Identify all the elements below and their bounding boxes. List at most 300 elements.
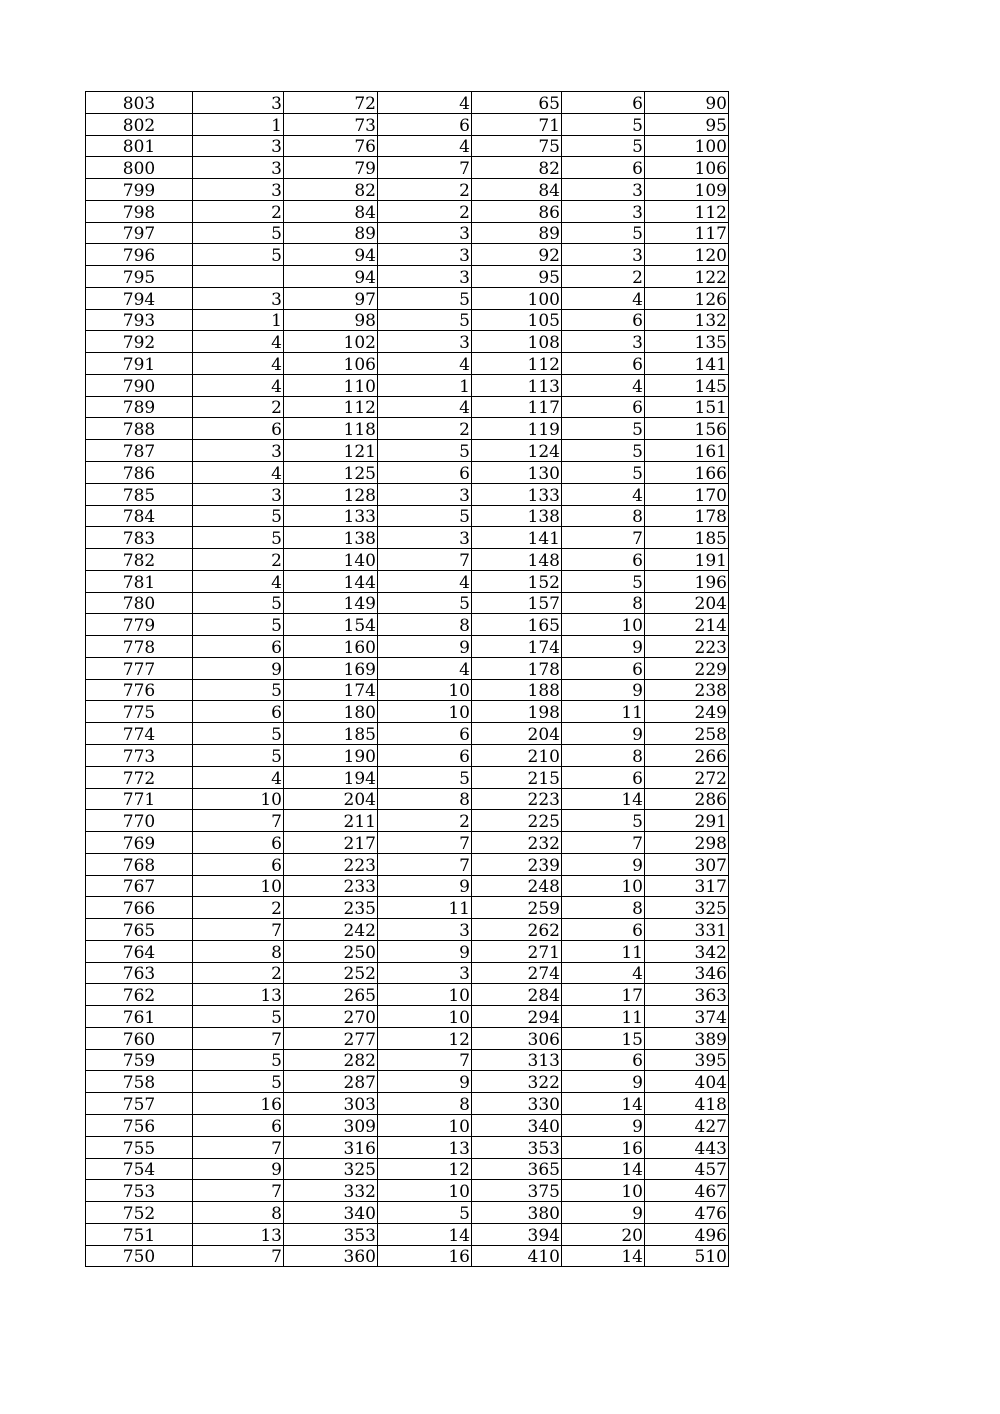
count-cell: 223 [645, 636, 729, 658]
count-cell: 6 [562, 309, 645, 331]
count-cell: 10 [378, 1180, 472, 1202]
count-cell: 135 [645, 331, 729, 353]
count-cell: 340 [284, 1202, 378, 1224]
count-cell: 3 [378, 527, 472, 549]
count-cell: 274 [472, 962, 562, 984]
count-cell: 3 [378, 331, 472, 353]
count-cell: 7 [193, 1136, 284, 1158]
count-cell: 10 [562, 1180, 645, 1202]
count-cell: 11 [378, 897, 472, 919]
count-cell: 6 [562, 1049, 645, 1071]
count-cell: 5 [562, 418, 645, 440]
count-cell: 5 [378, 309, 472, 331]
score-cell: 757 [86, 1093, 193, 1115]
count-cell: 14 [562, 1158, 645, 1180]
count-cell: 331 [645, 919, 729, 941]
count-cell: 169 [284, 657, 378, 679]
count-cell: 9 [562, 1071, 645, 1093]
count-cell: 5 [562, 113, 645, 135]
count-cell: 7 [378, 549, 472, 571]
count-cell: 154 [284, 614, 378, 636]
count-cell: 138 [472, 505, 562, 527]
table-row [86, 549, 729, 571]
count-cell: 4 [378, 396, 472, 418]
count-cell: 4 [378, 135, 472, 157]
count-cell: 161 [645, 440, 729, 462]
count-cell: 353 [284, 1223, 378, 1245]
count-cell: 9 [378, 940, 472, 962]
count-cell: 1 [193, 309, 284, 331]
count-cell: 443 [645, 1136, 729, 1158]
count-cell: 72 [284, 92, 378, 114]
score-cell: 794 [86, 287, 193, 309]
count-cell: 4 [193, 353, 284, 375]
score-cell: 777 [86, 657, 193, 679]
count-cell: 346 [645, 962, 729, 984]
score-cell: 790 [86, 374, 193, 396]
table-row [86, 570, 729, 592]
score-cell: 778 [86, 636, 193, 658]
count-cell: 15 [562, 1027, 645, 1049]
count-cell: 3 [193, 179, 284, 201]
table-row [86, 527, 729, 549]
table-row [86, 287, 729, 309]
count-cell: 223 [472, 788, 562, 810]
count-cell: 198 [472, 701, 562, 723]
count-cell: 185 [645, 527, 729, 549]
count-cell: 166 [645, 462, 729, 484]
count-cell: 4 [562, 374, 645, 396]
count-cell: 9 [562, 853, 645, 875]
count-cell: 9 [378, 1071, 472, 1093]
table-row [86, 723, 729, 745]
count-cell: 13 [193, 1223, 284, 1245]
count-cell: 374 [645, 1006, 729, 1028]
score-table-body [86, 92, 729, 1267]
score-cell: 800 [86, 157, 193, 179]
count-cell: 65 [472, 92, 562, 114]
table-row [86, 222, 729, 244]
count-cell: 102 [284, 331, 378, 353]
score-cell: 791 [86, 353, 193, 375]
count-cell: 215 [472, 766, 562, 788]
count-cell: 389 [645, 1027, 729, 1049]
score-cell: 770 [86, 810, 193, 832]
count-cell: 9 [562, 679, 645, 701]
count-cell: 6 [562, 549, 645, 571]
count-cell: 3 [193, 287, 284, 309]
count-cell: 3 [193, 483, 284, 505]
count-cell: 307 [645, 853, 729, 875]
count-cell: 510 [645, 1245, 729, 1267]
table-row [86, 1202, 729, 1224]
count-cell: 3 [378, 266, 472, 288]
count-cell: 124 [472, 440, 562, 462]
count-cell: 4 [193, 331, 284, 353]
count-cell: 232 [472, 832, 562, 854]
count-cell: 294 [472, 1006, 562, 1028]
score-cell: 767 [86, 875, 193, 897]
table-row [86, 1223, 729, 1245]
table-row [86, 614, 729, 636]
count-cell: 16 [193, 1093, 284, 1115]
count-cell: 138 [284, 527, 378, 549]
score-cell: 754 [86, 1158, 193, 1180]
count-cell: 109 [645, 179, 729, 201]
count-cell: 5 [562, 570, 645, 592]
score-table [85, 91, 729, 1267]
count-cell: 5 [193, 592, 284, 614]
count-cell: 277 [284, 1027, 378, 1049]
count-cell: 6 [378, 462, 472, 484]
count-cell: 8 [562, 744, 645, 766]
count-cell: 322 [472, 1071, 562, 1093]
count-cell: 149 [284, 592, 378, 614]
count-cell: 11 [562, 701, 645, 723]
count-cell: 313 [472, 1049, 562, 1071]
count-cell: 75 [472, 135, 562, 157]
score-cell: 780 [86, 592, 193, 614]
count-cell: 5 [193, 244, 284, 266]
count-cell: 148 [472, 549, 562, 571]
count-cell: 86 [472, 200, 562, 222]
count-cell: 13 [378, 1136, 472, 1158]
table-row [86, 331, 729, 353]
score-cell: 788 [86, 418, 193, 440]
table-row [86, 1245, 729, 1267]
count-cell: 204 [284, 788, 378, 810]
count-cell: 141 [472, 527, 562, 549]
count-cell: 117 [472, 396, 562, 418]
count-cell: 10 [378, 701, 472, 723]
table-row [86, 157, 729, 179]
count-cell: 5 [193, 614, 284, 636]
count-cell: 14 [562, 1093, 645, 1115]
count-cell: 325 [284, 1158, 378, 1180]
count-cell: 4 [562, 962, 645, 984]
count-cell: 6 [193, 853, 284, 875]
count-cell: 121 [284, 440, 378, 462]
count-cell: 4 [193, 374, 284, 396]
count-cell: 108 [472, 331, 562, 353]
count-cell: 5 [562, 462, 645, 484]
count-cell: 14 [378, 1223, 472, 1245]
count-cell: 76 [284, 135, 378, 157]
count-cell: 258 [645, 723, 729, 745]
score-cell: 785 [86, 483, 193, 505]
count-cell: 1 [193, 113, 284, 135]
count-cell: 17 [562, 984, 645, 1006]
count-cell: 223 [284, 853, 378, 875]
count-cell: 90 [645, 92, 729, 114]
count-cell: 214 [645, 614, 729, 636]
count-cell: 265 [284, 984, 378, 1006]
count-cell: 5 [193, 1071, 284, 1093]
count-cell: 113 [472, 374, 562, 396]
count-cell: 178 [472, 657, 562, 679]
count-cell: 10 [562, 614, 645, 636]
table-row [86, 940, 729, 962]
count-cell: 235 [284, 897, 378, 919]
count-cell: 5 [193, 1049, 284, 1071]
count-cell: 4 [193, 462, 284, 484]
table-row [86, 810, 729, 832]
count-cell: 5 [378, 440, 472, 462]
score-cell: 753 [86, 1180, 193, 1202]
table-row [86, 1158, 729, 1180]
score-cell: 772 [86, 766, 193, 788]
count-cell: 5 [193, 222, 284, 244]
count-cell: 5 [193, 505, 284, 527]
count-cell: 410 [472, 1245, 562, 1267]
count-cell: 2 [378, 179, 472, 201]
count-cell: 112 [284, 396, 378, 418]
count-cell: 365 [472, 1158, 562, 1180]
count-cell: 309 [284, 1114, 378, 1136]
count-cell: 5 [562, 222, 645, 244]
count-cell: 8 [562, 897, 645, 919]
count-cell: 3 [193, 440, 284, 462]
count-cell: 112 [472, 353, 562, 375]
score-cell: 782 [86, 549, 193, 571]
count-cell: 133 [284, 505, 378, 527]
count-cell: 13 [193, 984, 284, 1006]
score-cell: 781 [86, 570, 193, 592]
score-cell: 773 [86, 744, 193, 766]
count-cell: 7 [193, 919, 284, 941]
count-cell: 467 [645, 1180, 729, 1202]
count-cell: 14 [562, 788, 645, 810]
count-cell: 194 [284, 766, 378, 788]
count-cell: 4 [562, 287, 645, 309]
count-cell: 97 [284, 287, 378, 309]
score-cell: 752 [86, 1202, 193, 1224]
score-cell: 786 [86, 462, 193, 484]
count-cell: 5 [193, 744, 284, 766]
count-cell: 119 [472, 418, 562, 440]
count-cell: 165 [472, 614, 562, 636]
table-row [86, 919, 729, 941]
count-cell: 188 [472, 679, 562, 701]
count-cell: 9 [378, 875, 472, 897]
count-cell: 3 [193, 92, 284, 114]
table-row [86, 592, 729, 614]
count-cell: 14 [562, 1245, 645, 1267]
count-cell: 6 [562, 919, 645, 941]
count-cell: 5 [562, 810, 645, 832]
count-cell: 5 [378, 505, 472, 527]
count-cell: 89 [472, 222, 562, 244]
count-cell: 144 [284, 570, 378, 592]
score-cell: 768 [86, 853, 193, 875]
count-cell: 2 [378, 418, 472, 440]
score-cell: 776 [86, 679, 193, 701]
count-cell: 3 [562, 244, 645, 266]
score-cell: 789 [86, 396, 193, 418]
score-cell: 783 [86, 527, 193, 549]
count-cell: 317 [645, 875, 729, 897]
score-cell: 795 [86, 266, 193, 288]
count-cell: 178 [645, 505, 729, 527]
table-row [86, 788, 729, 810]
count-cell: 6 [378, 113, 472, 135]
count-cell: 3 [378, 919, 472, 941]
score-cell: 775 [86, 701, 193, 723]
table-row [86, 374, 729, 396]
score-cell: 751 [86, 1223, 193, 1245]
count-cell: 249 [645, 701, 729, 723]
count-cell: 2 [378, 200, 472, 222]
count-cell: 10 [378, 679, 472, 701]
score-cell: 760 [86, 1027, 193, 1049]
count-cell: 5 [378, 1202, 472, 1224]
count-cell: 298 [645, 832, 729, 854]
score-cell: 796 [86, 244, 193, 266]
score-cell: 755 [86, 1136, 193, 1158]
count-cell: 2 [378, 810, 472, 832]
count-cell: 191 [645, 549, 729, 571]
count-cell: 152 [472, 570, 562, 592]
count-cell: 363 [645, 984, 729, 1006]
table-row [86, 440, 729, 462]
count-cell: 10 [193, 875, 284, 897]
count-cell: 4 [378, 353, 472, 375]
count-cell: 95 [645, 113, 729, 135]
count-cell: 110 [284, 374, 378, 396]
count-cell: 3 [562, 331, 645, 353]
count-cell: 5 [378, 592, 472, 614]
score-cell: 799 [86, 179, 193, 201]
count-cell: 9 [378, 636, 472, 658]
table-row [86, 744, 729, 766]
count-cell: 160 [284, 636, 378, 658]
count-cell: 92 [472, 244, 562, 266]
table-row [86, 1071, 729, 1093]
count-cell: 11 [562, 940, 645, 962]
count-cell: 174 [472, 636, 562, 658]
table-row [86, 1093, 729, 1115]
count-cell: 4 [193, 766, 284, 788]
count-cell: 360 [284, 1245, 378, 1267]
table-row [86, 766, 729, 788]
count-cell: 457 [645, 1158, 729, 1180]
count-cell: 380 [472, 1202, 562, 1224]
table-row [86, 853, 729, 875]
score-cell: 798 [86, 200, 193, 222]
score-cell: 801 [86, 135, 193, 157]
count-cell: 145 [645, 374, 729, 396]
count-cell: 476 [645, 1202, 729, 1224]
count-cell: 4 [378, 92, 472, 114]
count-cell: 2 [193, 962, 284, 984]
table-row [86, 1049, 729, 1071]
count-cell: 9 [562, 1202, 645, 1224]
score-cell: 802 [86, 113, 193, 135]
count-cell: 1 [378, 374, 472, 396]
count-cell: 316 [284, 1136, 378, 1158]
count-cell: 185 [284, 723, 378, 745]
count-cell: 2 [193, 897, 284, 919]
count-cell: 229 [645, 657, 729, 679]
count-cell: 252 [284, 962, 378, 984]
table-row [86, 1180, 729, 1202]
count-cell: 239 [472, 853, 562, 875]
count-cell: 8 [193, 1202, 284, 1224]
score-cell: 797 [86, 222, 193, 244]
table-row [86, 92, 729, 114]
count-cell: 151 [645, 396, 729, 418]
count-cell: 16 [562, 1136, 645, 1158]
count-cell: 3 [378, 222, 472, 244]
score-cell: 765 [86, 919, 193, 941]
count-cell: 233 [284, 875, 378, 897]
count-cell: 248 [472, 875, 562, 897]
count-cell: 225 [472, 810, 562, 832]
count-cell: 7 [378, 853, 472, 875]
count-cell: 7 [193, 1180, 284, 1202]
score-cell: 792 [86, 331, 193, 353]
count-cell: 2 [193, 549, 284, 571]
table-row [86, 309, 729, 331]
table-row [86, 701, 729, 723]
table-row [86, 1114, 729, 1136]
score-cell: 803 [86, 92, 193, 114]
count-cell: 7 [562, 527, 645, 549]
count-cell: 427 [645, 1114, 729, 1136]
count-cell: 6 [378, 744, 472, 766]
count-cell: 204 [472, 723, 562, 745]
count-cell: 79 [284, 157, 378, 179]
count-cell: 211 [284, 810, 378, 832]
table-row [86, 200, 729, 222]
count-cell: 118 [284, 418, 378, 440]
count-cell: 266 [645, 744, 729, 766]
count-cell: 5 [378, 766, 472, 788]
count-cell: 6 [562, 766, 645, 788]
count-cell: 340 [472, 1114, 562, 1136]
count-cell: 5 [193, 723, 284, 745]
count-cell: 106 [645, 157, 729, 179]
count-cell: 94 [284, 244, 378, 266]
count-cell: 4 [193, 570, 284, 592]
table-row [86, 1006, 729, 1028]
count-cell: 122 [645, 266, 729, 288]
table-row [86, 462, 729, 484]
count-cell: 196 [645, 570, 729, 592]
score-cell: 759 [86, 1049, 193, 1071]
count-cell: 2 [193, 396, 284, 418]
count-cell: 8 [562, 505, 645, 527]
table-row [86, 266, 729, 288]
table-row [86, 962, 729, 984]
table-row [86, 396, 729, 418]
count-cell: 3 [562, 200, 645, 222]
count-cell: 6 [562, 396, 645, 418]
count-cell: 4 [562, 483, 645, 505]
score-cell: 756 [86, 1114, 193, 1136]
count-cell: 100 [645, 135, 729, 157]
count-cell: 3 [378, 244, 472, 266]
count-cell: 217 [284, 832, 378, 854]
score-cell: 761 [86, 1006, 193, 1028]
count-cell: 133 [472, 483, 562, 505]
table-row [86, 832, 729, 854]
count-cell: 306 [472, 1027, 562, 1049]
count-cell: 117 [645, 222, 729, 244]
count-cell: 291 [645, 810, 729, 832]
count-cell: 95 [472, 266, 562, 288]
count-cell: 353 [472, 1136, 562, 1158]
